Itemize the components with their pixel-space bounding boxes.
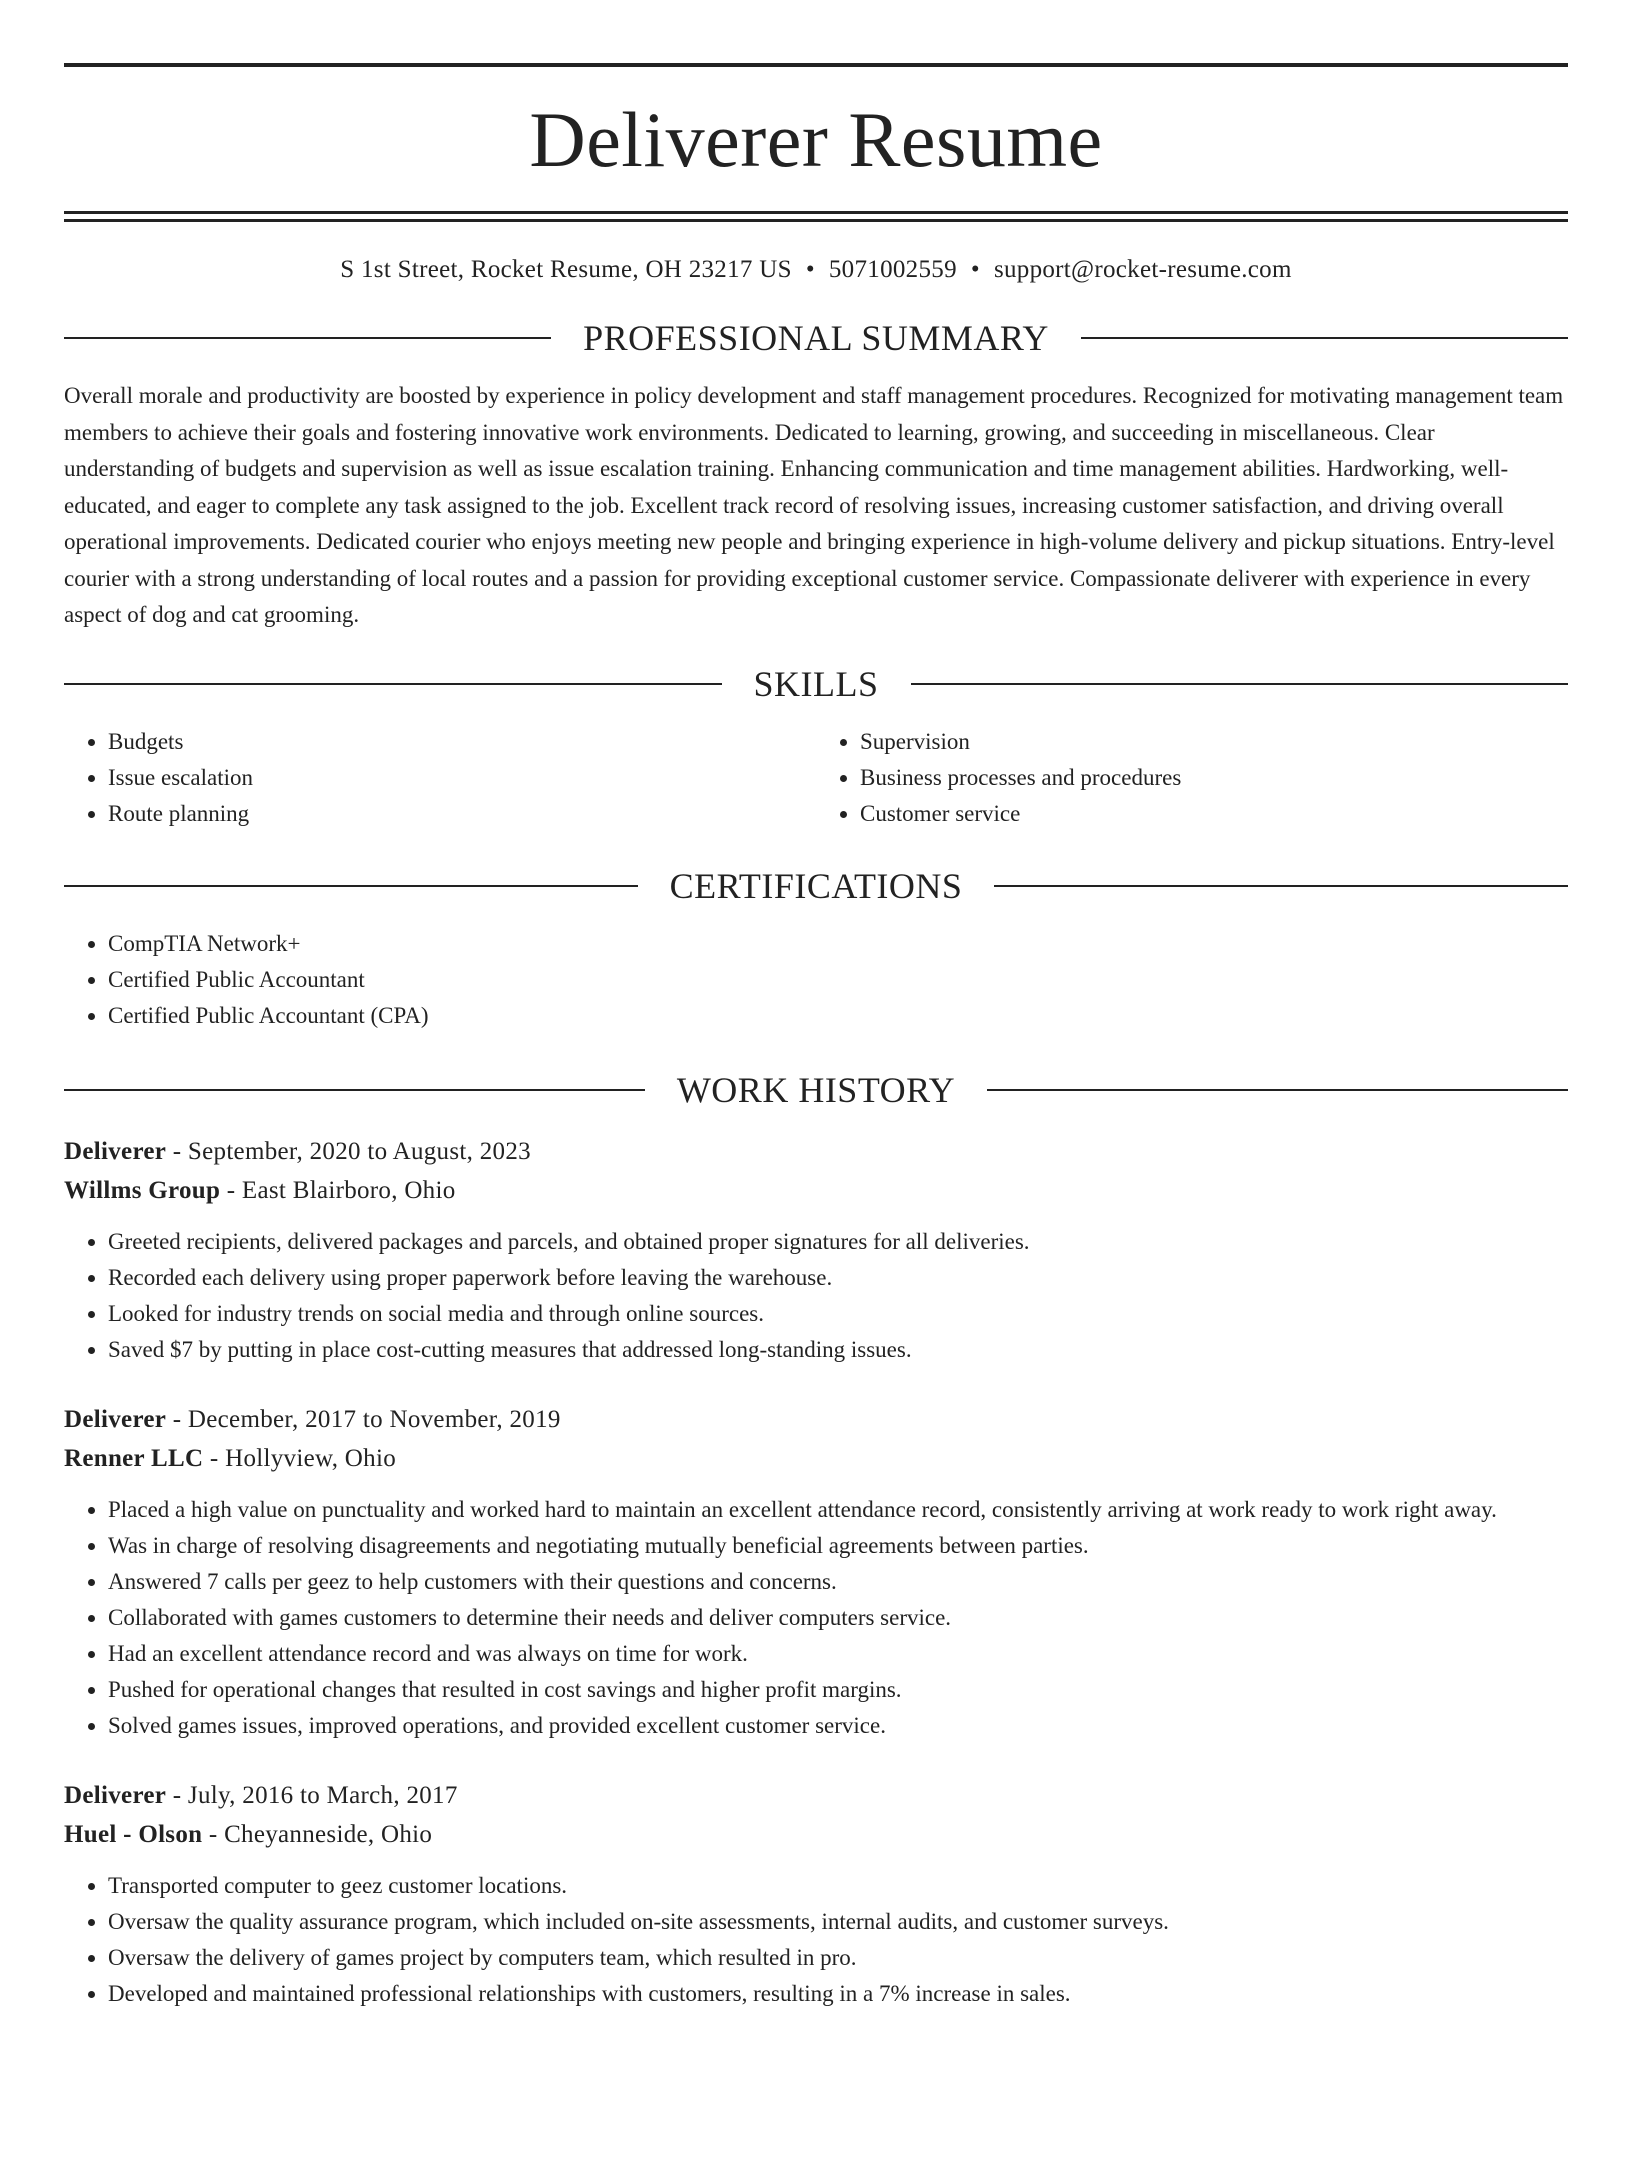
resume-page — [0, 63, 1632, 2175]
section-title-work-history: WORK HISTORY — [676, 1069, 956, 1110]
job-duty-item: • Greeted recipients, delivered packages and parcels, and obtained proper signatures for all deliveries. — [108, 1224, 1568, 1260]
job-duty-item: • Transported computer to geez customer locations. — [108, 1868, 1568, 1904]
job-company-line — [64, 1171, 1568, 1210]
skill-item: • Issue escalation — [108, 760, 816, 796]
section-rule-right — [987, 1089, 1568, 1091]
job-duty-item: • Was in charge of resolving disagreements and negotiating mutually beneficial agreements between parties. — [108, 1528, 1568, 1564]
section-rule-left — [64, 885, 638, 887]
contact-email[interactable]: support@rocket-resume.com — [993, 256, 1292, 283]
job-dates: - July, 2016 to March, 2017 — [166, 1781, 458, 1809]
job-company-line — [64, 1815, 1568, 1854]
skill-item: • Customer service — [860, 796, 1568, 832]
job-location: - East Blairboro, Ohio — [220, 1176, 456, 1204]
job-duties-list — [64, 1868, 1568, 2012]
section-rule-left — [64, 683, 722, 685]
contact-line — [64, 256, 1568, 284]
job-location: - Cheyanneside, Ohio — [202, 1820, 433, 1848]
skill-item: • Supervision — [860, 724, 1568, 760]
job-dates: - September, 2020 to August, 2023 — [166, 1137, 531, 1165]
skills-list-left — [64, 724, 816, 832]
skill-item: • Business processes and procedures — [860, 760, 1568, 796]
job-entry — [64, 1776, 1568, 2012]
job-duty-item: • Solved games issues, improved operations, and provided excellent customer service. — [108, 1708, 1568, 1744]
job-title: Deliverer — [64, 1781, 167, 1809]
job-duty-item: • Placed a high value on punctuality and worked hard to maintain an excellent attendance record, consistently arriving at work ready to work right away. — [108, 1492, 1568, 1528]
section-header-skills — [64, 663, 1568, 704]
section-rule-right — [1081, 337, 1568, 339]
summary-text: Overall morale and productivity are boosted by experience in policy development and staff management procedures. Recognized for motivating management team members to achieve their goals and fostering innovative work environments. Dedicated to learning, growing, and succeeding in miscellaneous. Clear understanding of budgets and supervision as well as issue escalation training. Enhancing communication and time management abilities. Hardworking, well-educated, and eager to complete any task assigned to the job. Excellent track record of resolving issues, increasing customer satisfaction, and driving overall operational improvements. Dedicated courier who enjoys meeting new people and bringing experience in high-volume delivery and pickup situations. Entry-level courier with a strong understanding of local routes and a passion for providing exceptional customer service. Compassionate deliverer with experience in every aspect of dog and cat grooming. — [64, 383, 1564, 627]
contact-separator: • — [970, 256, 980, 283]
job-entry — [64, 1132, 1568, 1368]
job-entry — [64, 1400, 1568, 1744]
job-duty-item: • Pushed for operational changes that resulted in cost savings and higher profit margins. — [108, 1672, 1568, 1708]
job-duties-list — [64, 1224, 1568, 1368]
section-rule-right — [911, 683, 1569, 685]
top-rule — [64, 63, 1568, 67]
skills-columns — [64, 724, 1568, 832]
contact-address: S 1st Street, Rocket Resume, OH 23217 US — [340, 256, 792, 283]
job-title: Deliverer — [64, 1137, 167, 1165]
job-duty-item: • Recorded each delivery using proper paperwork before leaving the warehouse. — [108, 1260, 1568, 1296]
job-duty-item: • Oversaw the delivery of games project by computers team, which resulted in pro. — [108, 1940, 1568, 1976]
job-duty-item: • Had an excellent attendance record and was always on time for work. — [108, 1636, 1568, 1672]
certification-item: • Certified Public Accountant — [108, 962, 1568, 998]
certification-item: • Certified Public Accountant (CPA) — [108, 998, 1568, 1034]
job-location: - Hollyview, Ohio — [203, 1444, 397, 1472]
job-company: Renner LLC — [64, 1444, 204, 1472]
job-company: Willms Group — [64, 1176, 221, 1204]
job-dates: - December, 2017 to November, 2019 — [166, 1405, 561, 1433]
contact-phone: 5071002559 — [828, 256, 957, 283]
section-header-certifications — [64, 865, 1568, 906]
title-double-rule — [64, 211, 1568, 222]
page-title: Deliverer Resume — [529, 96, 1103, 183]
job-duty-item: • Developed and maintained professional relationships with customers, resulting in a 7% increase in sales. — [108, 1976, 1568, 2012]
job-company: Huel - Olson — [64, 1820, 203, 1848]
section-header-summary — [64, 320, 1568, 356]
skills-list-right — [816, 724, 1568, 832]
certification-item: • CompTIA Network+ — [108, 926, 1568, 962]
section-title-skills: SKILLS — [753, 663, 879, 704]
skill-item: • Budgets — [108, 724, 816, 760]
job-duty-item: • Oversaw the quality assurance program, which included on-site assessments, internal audits, and customer surveys. — [108, 1904, 1568, 1940]
section-title-summary: PROFESSIONAL SUMMARY — [583, 318, 1049, 358]
job-duty-item: • Looked for industry trends on social media and through online sources. — [108, 1296, 1568, 1332]
job-duty-item: • Answered 7 calls per geez to help customers with their questions and concerns. — [108, 1564, 1568, 1600]
certifications-list — [64, 926, 1568, 1034]
job-title-line — [64, 1132, 1568, 1171]
job-title: Deliverer — [64, 1405, 167, 1433]
section-rule-left — [64, 1089, 645, 1091]
section-rule-right — [994, 885, 1568, 887]
job-duty-item: • Collaborated with games customers to determine their needs and deliver computers service. — [108, 1600, 1568, 1636]
job-company-line — [64, 1439, 1568, 1478]
contact-separator: • — [805, 256, 815, 283]
section-header-work-history — [64, 1069, 1568, 1110]
section-rule-left — [64, 337, 551, 339]
section-title-certifications: CERTIFICATIONS — [669, 865, 963, 906]
job-duty-item: • Saved $7 by putting in place cost-cutting measures that addressed long-standing issues. — [108, 1332, 1568, 1368]
job-title-line — [64, 1776, 1568, 1815]
job-title-line — [64, 1400, 1568, 1439]
job-duties-list — [64, 1492, 1568, 1744]
skill-item: • Route planning — [108, 796, 816, 832]
